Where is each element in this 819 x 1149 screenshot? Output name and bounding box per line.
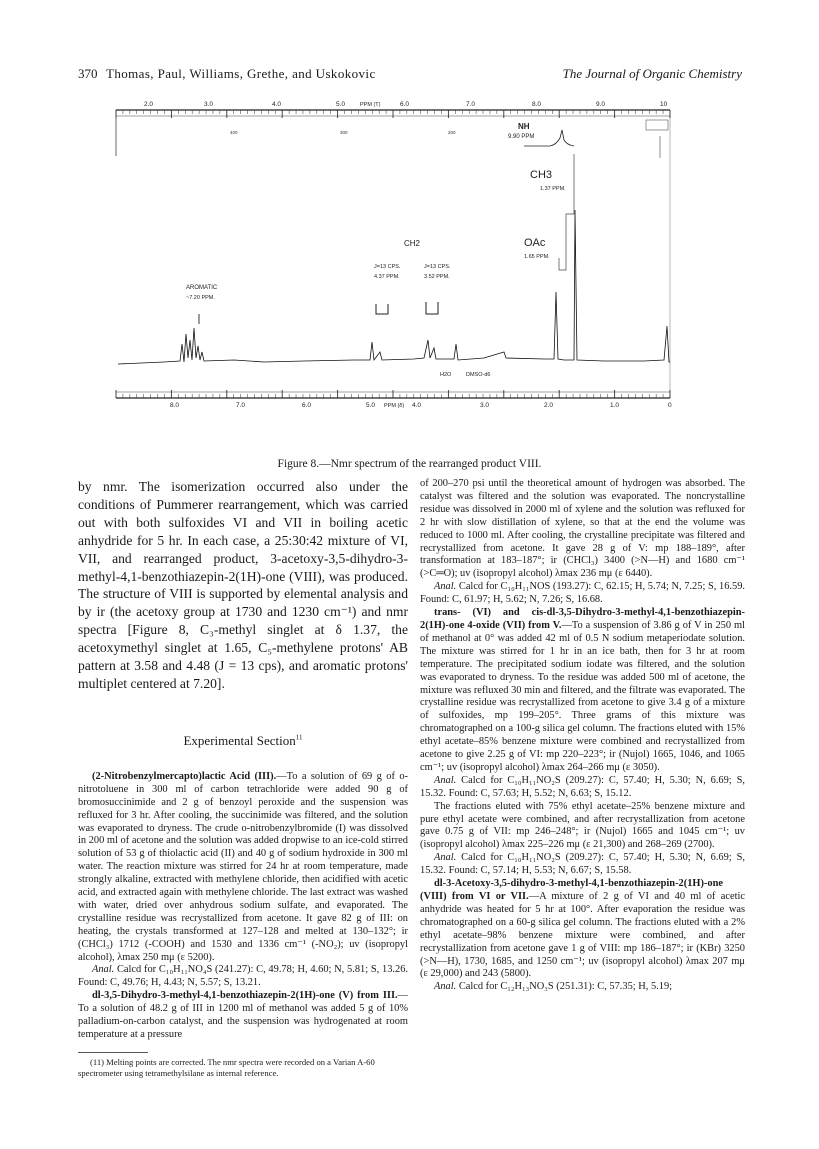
paragraph-vi-vii bbox=[420, 607, 745, 775]
ab2-bracket bbox=[426, 302, 438, 314]
top-ticks bbox=[116, 110, 670, 118]
section-heading-note: 11 bbox=[295, 733, 303, 742]
bottom-tick-label: PPM (δ) bbox=[384, 403, 405, 409]
right-column bbox=[420, 478, 745, 994]
ch3-label: CH3 bbox=[530, 169, 553, 181]
bottom-ticks bbox=[116, 390, 670, 398]
sweep-label: 300 bbox=[340, 130, 348, 135]
analysis-vi bbox=[420, 775, 745, 801]
bottom-tick-label: 1.0 bbox=[610, 402, 620, 409]
paragraph-vii: The fractions eluted with 75% ethyl acetate–25% benzene mixture and pure ethyl acetate were combined, and after recrystallization from acetone gave 0.75 g of VII: mp 246–248°; ir (Nujol) 1665 and 1045 cm⁻¹; uv (isopropyl alcohol) λmax 225–226 mμ (ε 21,300) and 268–269 (2700). bbox=[420, 800, 745, 851]
bottom-tick-label: 5.0 bbox=[366, 402, 376, 409]
analysis-label: Anal. bbox=[434, 774, 457, 786]
analysis-label: Anal. bbox=[92, 964, 115, 976]
top-tick-label: 6.0 bbox=[400, 101, 410, 108]
ab2-shift: 3.52 PPM. bbox=[424, 274, 450, 280]
paragraph-body: —To a solution of 48.2 g of III in 1200 ml of methanol was added 5 g of 10% palladium-on-carbon catalyst, and the suspension was hydrogenated at room temperature at a pressure bbox=[78, 990, 408, 1040]
bottom-tick-label: 3.0 bbox=[480, 402, 490, 409]
top-tick-label: 5.0 bbox=[336, 101, 346, 108]
footnote: (11) Melting points are corrected. The nmr spectra were recorded on a Varian A-60 spectrometer using tetramethylsilane as internal reference. bbox=[78, 1056, 375, 1078]
analysis-vii bbox=[420, 852, 745, 878]
sweep-label: 200 bbox=[448, 130, 456, 135]
paragraph-body: —To a suspension of 3.86 g of V in 250 ml of methanol at 0° was added 42 ml of 0.5 N sodium metaperiodate solution. The mixture was stirred for 1 hr in an ice bath, then for 3 hr at room temperature. The precipitated sodium iodate was filtered, and the solution was evaporated to dryness. To the residue was added 500 ml of acetone, the mixture was refluxed 30 min and filtered, and the filtrate was evaporated. The crystalline residue was recrystallized from acetone to give 3.4 g of a mixture of sulfoxides, mp 199–205°. Three grams of this mixture was chromatographed on a 100-g silica gel column. The fractions eluted with 15% ethyl acetate–85% benzene mixture were combined and recrystallized from acetone to give 2.25 g of VI: mp 220–223°; ir (Nujol) 1665, 1046, and 1065 cm⁻¹; uv (isopropyl alcohol) λmax 264–266 mμ (ε 3050). bbox=[420, 619, 745, 773]
top-tick-label: 10 bbox=[660, 101, 668, 108]
analysis-body: Calcd for C₁₂H₁₃NO₃S (251.31): C, 57.35; H, 5.19; bbox=[456, 981, 673, 993]
analysis-iii bbox=[78, 964, 408, 990]
paragraph-v-continued: of 200–270 psi until the theoretical amount of hydrogen was absorbed. The catalyst was filtered and the solution was evaporated. The noncrystalline residue was dissolved in 2000 ml of xylene and the solution was refluxed for 2 hr with slow distillation of xylene, so that at the end the volume was reduced to 1000 ml. After cooling, the crystalline precipitate was filtered and recrystallized from acetone. It gave 28 g of V: mp 188–189°, after transformation at 183–187°; ir (CHCl₃) 3400 (>N—H) and 1680 cm⁻¹ (>C═O); uv (isopropyl alcohol) λmax 236 mμ (ε 6440). bbox=[420, 478, 745, 580]
water-label: H2O bbox=[440, 372, 452, 378]
integral-trace bbox=[559, 154, 574, 270]
compound-title: dl-3,5-Dihydro-3-methyl-4,1-benzothiazepin-2(1H)-one (V) from III. bbox=[92, 990, 398, 1002]
page-number: 370 bbox=[78, 66, 98, 81]
section-heading-text: Experimental Section bbox=[183, 732, 296, 748]
nh-value: 9.90 PPM bbox=[508, 134, 535, 140]
ab1-bracket bbox=[376, 304, 388, 314]
top-tick-label: 7.0 bbox=[466, 101, 476, 108]
compound-title: trans- (VI) and cis-dl-3,5-Dihydro-3-methyl-4,1-benzothiazepin-2(1H)-one 4-oxide (VII) from V. bbox=[420, 607, 745, 631]
paragraph-v bbox=[78, 990, 408, 1042]
paragraph-body: —A mixture of 2 g of VI and 40 ml of acetic anhydride was heated for 5 hr at 100°. After evaporation the residue was chromatographed on a 60-g silica gel column. The fractions eluted with a 2% ethyl acetate–98% benzene mixture were combined, and after recrystallization from acetone gave 1 g of VIII: mp 186–187°; ir (KBr) 3250 (>N—H), 1730, 1685, and 1250 cm⁻¹; uv (isopropyl alcohol) λmax 207 mμ (ε 29,000) and 243 (5800). bbox=[420, 891, 745, 980]
journal-title: The Journal of Organic Chemistry bbox=[562, 66, 742, 81]
analysis-body: Calcd for C₁₀H₁₁NO₂S (209.27): C, 57.40; H, 5.30; N, 6.69; S, 15.32. Found: C, 57.14; H, 5.53; N, 6.67; S, 15.58. bbox=[420, 852, 745, 877]
author-line: Thomas, Paul, Williams, Grethe, and Uskokovic bbox=[106, 66, 376, 81]
analysis-label: Anal. bbox=[434, 581, 457, 593]
paragraph-iii bbox=[78, 771, 408, 965]
analysis-label: Anal. bbox=[434, 981, 457, 993]
section-heading bbox=[78, 733, 408, 749]
analysis-v bbox=[420, 581, 745, 607]
compound-title: dl-3-Acetoxy-3,5-dihydro-3-methyl-4,1-benzothiazepin-2(1H)-one (VIII) from VI or VII. bbox=[420, 878, 723, 902]
nmr-spectrum bbox=[104, 96, 674, 426]
bottom-tick-label: 0 bbox=[668, 402, 672, 409]
bottom-tick-label: 4.0 bbox=[412, 402, 422, 409]
paragraph-viii bbox=[420, 878, 745, 981]
intro-paragraph: by nmr. The isomerization occurred also under the conditions of Pummerer rearrangement, which was carried out with both sulfoxides VI and VII in boiling acetic anhydride for 5 hr. In each case, a 25:30:42 mixture of VI, VII, and rearranged product, 3-acetoxy-3,5-dihydro-3-methyl-4,1-benzothiazepin-2(1H)-one (VIII), was produced. The structure of VIII is supported by elemental analysis and by ir (the acetoxy group at 1730 and 1230 cm⁻¹) and nmr spectra [Figure 8, C₃-methyl singlet at δ 1.37, the acetoxymethyl singlet at 1.65, C₅-methylene protons' AB pattern at 3.58 and 4.48 (J = 13 cps), and aromatic protons' multiplet centered at 7.20]. bbox=[78, 479, 408, 691]
ab1-coupling: J=13 CPS. bbox=[374, 264, 401, 270]
nh-label: NH bbox=[518, 122, 530, 131]
left-column bbox=[78, 478, 408, 1079]
sweep-label: 400 bbox=[230, 130, 238, 135]
ab2-coupling: J=13 CPS. bbox=[424, 264, 451, 270]
offset-marker-box bbox=[646, 120, 668, 130]
bottom-tick-label: 8.0 bbox=[170, 402, 180, 409]
aromatic-value: ~7.20 PPM. bbox=[186, 295, 215, 301]
compound-title: (2-Nitrobenzylmercapto)lactic Acid (III). bbox=[92, 770, 277, 782]
running-header bbox=[78, 66, 742, 86]
bottom-tick-label: 2.0 bbox=[544, 402, 554, 409]
oac-value: 1.65 PPM. bbox=[524, 254, 550, 260]
bottom-tick-label: 6.0 bbox=[302, 402, 312, 409]
paragraph-body: —To a solution of 69 g of o-nitrotoluene in 300 ml of carbon tetrachloride were added 90 g of bromosuccinimide and 2 g of benzoyl peroxide and the suspension was refluxed for 3 hr. After cooling, the succinimide was filtered, and the solution was evaporated to dryness. The crude o-nitrobenzylbromide (I) was dissolved in 200 ml of acetone and the solution was added dropwise to an ice-cold stirred solution of 53 g of thiolactic acid (II) and 40 g of sodium hydroxide in 300 ml water. The reaction mixture was stirred for 24 hr at room temperature, made strongly alkaline, extracted with methylene chloride, then acidified with acetic acid, and extracted again with methylene chloride. The last extract was washed with water, dried over anhydrous sodium sulfate, and evaporated. The crystalline residue was recrystallized from acetone. It gave 82 g of III: on heating, the crystals transformed at 127–128 and melted at 130–132°; ir (CHCl₃) 1712 (-COOH) and 1530 and 1336 cm⁻¹ (-NO₂); uv (isopropyl alcohol), λmax 250 mμ (ε 5200). bbox=[78, 770, 409, 963]
analysis-body: Calcd for C₁₀H₁₁NOS (193.27): C, 62.15; H, 5.74; N, 7.25; S, 16.59. Found: C, 61.97; H, 5.62; N, 7.26; S, 16.68. bbox=[420, 581, 745, 606]
analysis-label: Anal. bbox=[434, 852, 457, 864]
footnote-rule bbox=[78, 1052, 148, 1053]
top-tick-label: 3.0 bbox=[204, 101, 214, 108]
top-tick-label: PPM (T) bbox=[360, 102, 381, 108]
top-tick-label: 2.0 bbox=[144, 101, 154, 108]
bottom-tick-label: 7.0 bbox=[236, 402, 246, 409]
aromatic-label: AROMATIC bbox=[186, 285, 218, 291]
top-tick-label: 9.0 bbox=[596, 101, 606, 108]
top-tick-label: 8.0 bbox=[532, 101, 542, 108]
nmr-figure bbox=[104, 96, 674, 426]
figure-caption: Figure 8.—Nmr spectrum of the rearranged product VIII. bbox=[277, 458, 542, 470]
ch2-label: CH2 bbox=[404, 239, 421, 248]
dmso-label: DMSO-d6 bbox=[466, 372, 491, 378]
top-tick-label: 4.0 bbox=[272, 101, 282, 108]
analysis-body: Calcd for C₁₀H₁₁NO₄S (241.27): C, 49.78; H, 4.60; N, 5.81; S, 13.26. Found: C, 49.76; H, 4.43; N, 5.57; S, 13.21. bbox=[78, 964, 408, 989]
ab1-shift: 4.37 PPM. bbox=[374, 274, 400, 280]
oac-label: OAc bbox=[524, 237, 546, 249]
analysis-body: Calcd for C₁₀H₁₁NO₂S (209.27): C, 57.40; H, 5.30; N, 6.69; S, 15.32. Found: C, 57.63; H, 5.52; N, 6.63; S, 15.12. bbox=[420, 774, 745, 799]
ch3-value: 1.37 PPM. bbox=[540, 186, 566, 192]
analysis-viii bbox=[420, 981, 745, 994]
